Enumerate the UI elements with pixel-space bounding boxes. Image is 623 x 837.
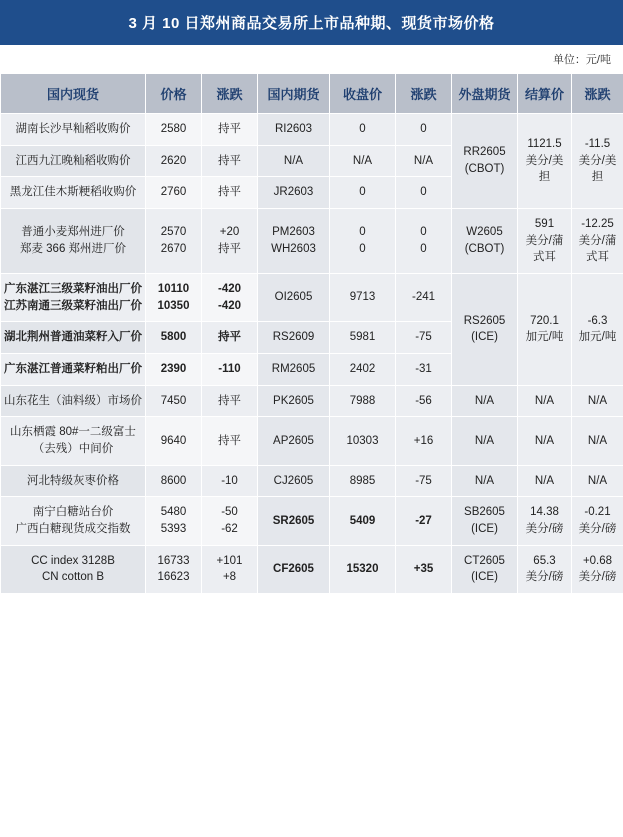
cell-foreign: N/A <box>452 385 518 417</box>
cell-foreign-change: -11.5 美分/美担 <box>572 114 623 209</box>
cell-futures-change: +16 <box>396 417 452 465</box>
cell-change: 持平 <box>202 145 258 177</box>
cell-close: N/A <box>330 145 396 177</box>
cell-settle: N/A <box>518 385 572 417</box>
cell-change: 持平 <box>202 385 258 417</box>
cell-change: -10 <box>202 465 258 497</box>
table-row <box>1 385 623 417</box>
table-row <box>1 465 623 497</box>
cell-close: 2402 <box>330 354 396 386</box>
cell-price: 2620 <box>146 145 202 177</box>
col-header-foreign: 外盘期货 <box>452 74 518 114</box>
cell-foreign-change: N/A <box>572 385 623 417</box>
cell-futures: CJ2605 <box>258 465 330 497</box>
price-table <box>0 73 623 594</box>
cell-foreign-change: N/A <box>572 465 623 497</box>
cell-price: 10110 10350 <box>146 274 202 322</box>
col-header-spot: 国内现货 <box>1 74 146 114</box>
col-header-futures-change: 涨跌 <box>396 74 452 114</box>
cell-futures: CF2605 <box>258 545 330 593</box>
cell-close: 15320 <box>330 545 396 593</box>
cell-close: 5981 <box>330 322 396 354</box>
cell-futures: N/A <box>258 145 330 177</box>
cell-futures-change: 0 <box>396 114 452 146</box>
cell-price: 2760 <box>146 177 202 209</box>
cell-futures-change: -27 <box>396 497 452 545</box>
cell-settle: 591 美分/蒲式耳 <box>518 209 572 274</box>
cell-price: 16733 16623 <box>146 545 202 593</box>
cell-settle: 1121.5 美分/美担 <box>518 114 572 209</box>
cell-close: 5409 <box>330 497 396 545</box>
cell-futures-change: -241 <box>396 274 452 322</box>
cell-spot: 广东湛江三级菜籽油出厂价 江苏南通三级菜籽油出厂价 <box>1 274 146 322</box>
cell-change: -50 -62 <box>202 497 258 545</box>
col-header-change: 涨跌 <box>202 74 258 114</box>
table-row <box>1 209 623 274</box>
col-header-price: 价格 <box>146 74 202 114</box>
cell-close: 0 <box>330 177 396 209</box>
cell-futures: JR2603 <box>258 177 330 209</box>
cell-futures-change: 0 <box>396 177 452 209</box>
cell-foreign: N/A <box>452 417 518 465</box>
cell-futures-change: +35 <box>396 545 452 593</box>
cell-settle: 720.1 加元/吨 <box>518 274 572 386</box>
cell-close: 0 <box>330 114 396 146</box>
cell-futures-change: -75 <box>396 465 452 497</box>
cell-futures-change: 0 0 <box>396 209 452 274</box>
cell-change: -420 -420 <box>202 274 258 322</box>
cell-price: 8600 <box>146 465 202 497</box>
cell-foreign: SB2605 (ICE) <box>452 497 518 545</box>
cell-foreign: W2605 (CBOT) <box>452 209 518 274</box>
page-title: 3 月 10 日郑州商品交易所上市品种期、现货市场价格 <box>0 0 623 45</box>
table-row <box>1 497 623 545</box>
cell-spot: 湖南长沙早籼稻收购价 <box>1 114 146 146</box>
cell-foreign: RR2605 (CBOT) <box>452 114 518 209</box>
cell-close: 0 0 <box>330 209 396 274</box>
cell-futures: RM2605 <box>258 354 330 386</box>
cell-settle: 14.38 美分/磅 <box>518 497 572 545</box>
cell-foreign-change: -0.21 美分/磅 <box>572 497 623 545</box>
cell-foreign-change: +0.68 美分/磅 <box>572 545 623 593</box>
cell-change: +20 持平 <box>202 209 258 274</box>
cell-spot: 黑龙江佳木斯粳稻收购价 <box>1 177 146 209</box>
cell-foreign-change: N/A <box>572 417 623 465</box>
cell-price: 7450 <box>146 385 202 417</box>
cell-futures: PK2605 <box>258 385 330 417</box>
cell-foreign: N/A <box>452 465 518 497</box>
cell-spot: 山东花生（油料级）市场价 <box>1 385 146 417</box>
cell-price: 5480 5393 <box>146 497 202 545</box>
table-row <box>1 274 623 322</box>
cell-spot: 南宁白糖站台价 广西白糖现货成交指数 <box>1 497 146 545</box>
cell-foreign: RS2605 (ICE) <box>452 274 518 386</box>
table-body <box>1 114 623 594</box>
cell-futures-change: -75 <box>396 322 452 354</box>
cell-futures: RI2603 <box>258 114 330 146</box>
cell-futures: SR2605 <box>258 497 330 545</box>
cell-close: 10303 <box>330 417 396 465</box>
table-row <box>1 417 623 465</box>
table-row <box>1 545 623 593</box>
cell-settle: N/A <box>518 465 572 497</box>
cell-spot: 山东栖霞 80#一二级富士 （去残）中间价 <box>1 417 146 465</box>
cell-futures: AP2605 <box>258 417 330 465</box>
unit-label: 单位：元/吨 <box>552 54 611 66</box>
cell-futures: OI2605 <box>258 274 330 322</box>
table-row <box>1 114 623 146</box>
cell-price: 2580 <box>146 114 202 146</box>
cell-settle: 65.3 美分/磅 <box>518 545 572 593</box>
col-header-futures: 国内期货 <box>258 74 330 114</box>
cell-change: 持平 <box>202 114 258 146</box>
col-header-close: 收盘价 <box>330 74 396 114</box>
cell-spot: 江西九江晚籼稻收购价 <box>1 145 146 177</box>
cell-futures-change: -31 <box>396 354 452 386</box>
cell-close: 8985 <box>330 465 396 497</box>
cell-change: -110 <box>202 354 258 386</box>
cell-price: 2570 2670 <box>146 209 202 274</box>
cell-foreign-change: -6.3 加元/吨 <box>572 274 623 386</box>
cell-spot: CC index 3128B CN cotton B <box>1 545 146 593</box>
cell-spot: 湖北荆州普通油菜籽入厂价 <box>1 322 146 354</box>
col-header-settle: 结算价 <box>518 74 572 114</box>
table-header-row <box>1 74 623 114</box>
cell-futures-change: -56 <box>396 385 452 417</box>
cell-settle: N/A <box>518 417 572 465</box>
cell-price: 5800 <box>146 322 202 354</box>
cell-price: 2390 <box>146 354 202 386</box>
cell-price: 9640 <box>146 417 202 465</box>
cell-spot: 普通小麦郑州进厂价 郑麦 366 郑州进厂价 <box>1 209 146 274</box>
cell-foreign-change: -12.25 美分/蒲式耳 <box>572 209 623 274</box>
cell-change: 持平 <box>202 177 258 209</box>
cell-futures: RS2609 <box>258 322 330 354</box>
cell-close: 9713 <box>330 274 396 322</box>
cell-spot: 广东湛江普通菜籽粕出厂价 <box>1 354 146 386</box>
cell-futures: PM2603 WH2603 <box>258 209 330 274</box>
cell-spot: 河北特级灰枣价格 <box>1 465 146 497</box>
cell-change: +101 +8 <box>202 545 258 593</box>
cell-close: 7988 <box>330 385 396 417</box>
cell-change: 持平 <box>202 417 258 465</box>
cell-change: 持平 <box>202 322 258 354</box>
cell-foreign: CT2605 (ICE) <box>452 545 518 593</box>
cell-futures-change: N/A <box>396 145 452 177</box>
col-header-foreign-change: 涨跌 <box>572 74 623 114</box>
